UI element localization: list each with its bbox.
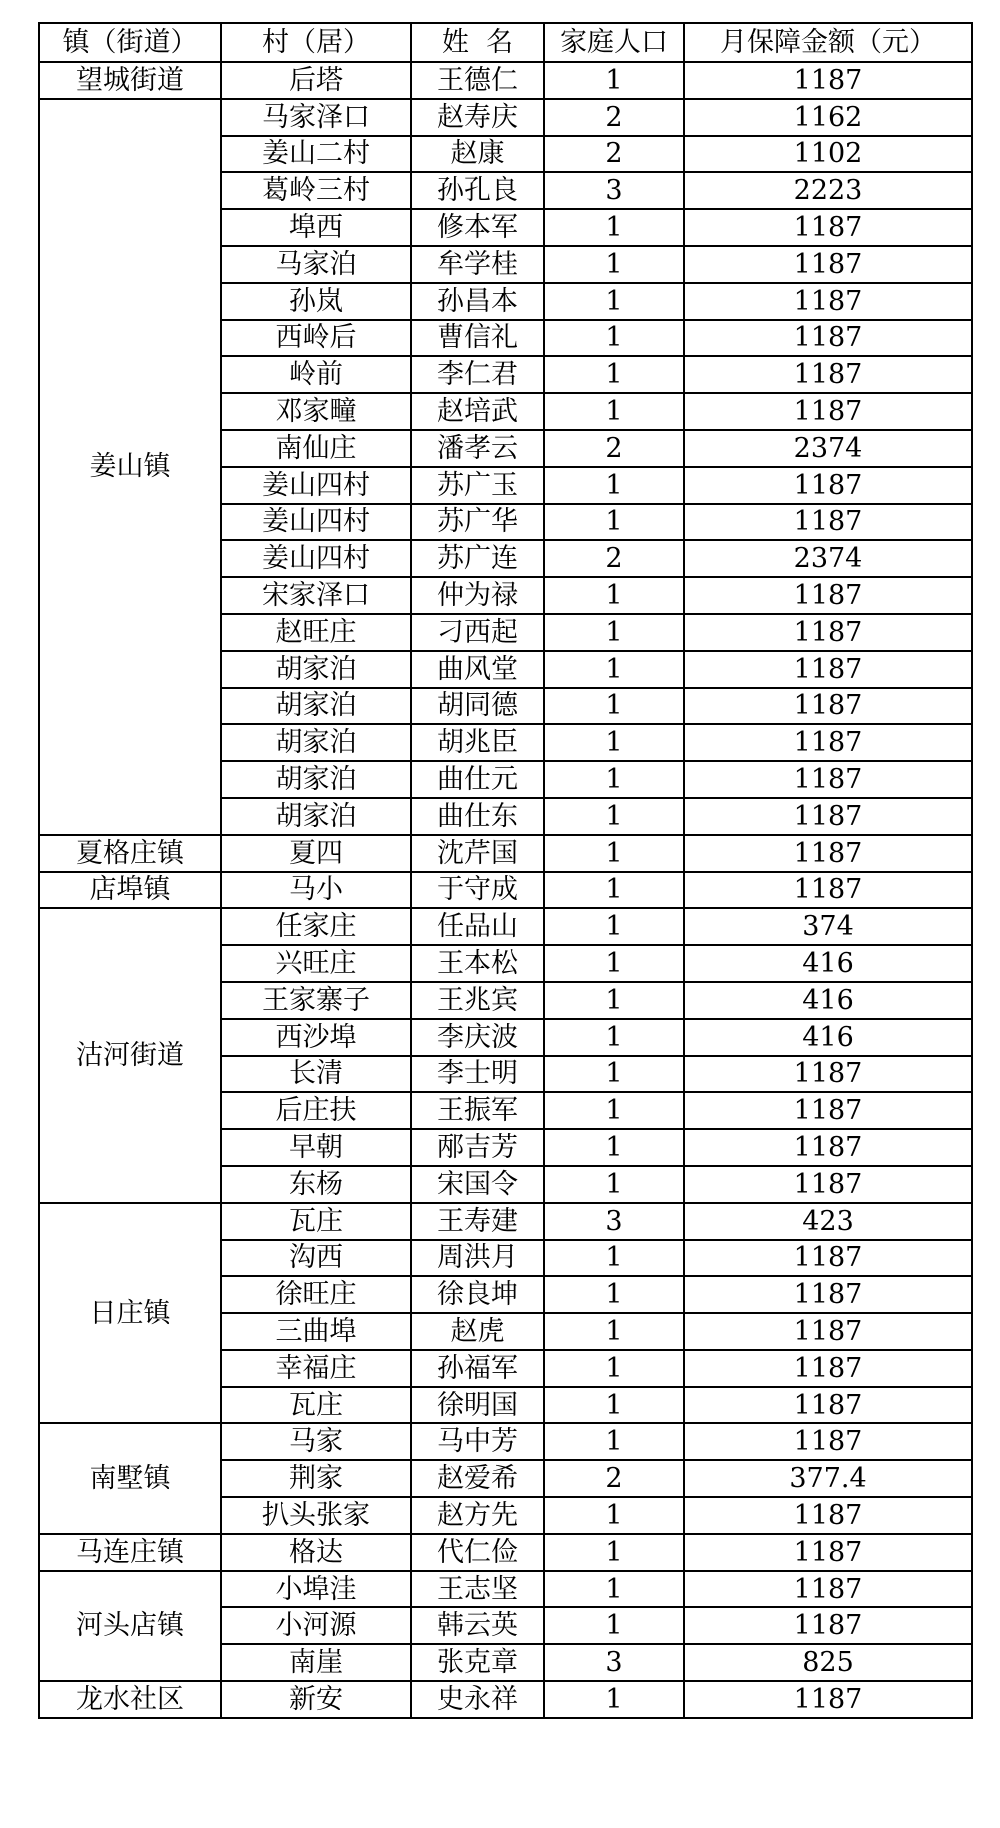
monthly-amount-cell: 416 [684,945,972,982]
name-cell: 赵爱希 [411,1460,544,1497]
monthly-amount-cell: 377.4 [684,1460,972,1497]
household-size-cell: 2 [544,1460,684,1497]
village-cell: 沟西 [221,1240,411,1277]
household-size-cell: 1 [544,504,684,541]
village-cell: 任家庄 [221,908,411,945]
name-cell: 曲风堂 [411,651,544,688]
monthly-amount-cell: 1187 [684,1681,972,1718]
town-cell: 沽河街道 [39,908,221,1202]
monthly-amount-cell: 1187 [684,1092,972,1129]
household-size-cell: 1 [544,283,684,320]
household-size-cell: 1 [544,908,684,945]
name-cell: 王寿建 [411,1203,544,1240]
monthly-amount-cell: 1187 [684,1350,972,1387]
monthly-amount-cell: 1162 [684,99,972,136]
town-cell: 望城街道 [39,62,221,99]
monthly-amount-cell: 1187 [684,320,972,357]
household-size-cell: 1 [544,1681,684,1718]
town-cell: 日庄镇 [39,1203,221,1424]
monthly-amount-cell: 1187 [684,283,972,320]
name-cell: 潘孝云 [411,430,544,467]
household-size-cell: 2 [544,540,684,577]
monthly-amount-cell: 1187 [684,246,972,283]
household-size-cell: 1 [544,724,684,761]
name-cell: 李士明 [411,1056,544,1093]
name-cell: 苏广连 [411,540,544,577]
monthly-amount-cell: 1187 [684,1571,972,1608]
household-size-cell: 1 [544,614,684,651]
household-size-cell: 1 [544,1497,684,1534]
table-row [39,835,972,872]
household-size-cell: 1 [544,246,684,283]
table-row [39,1571,972,1608]
monthly-amount-cell: 1187 [684,1607,972,1644]
monthly-amount-cell: 2223 [684,172,972,209]
name-cell: 邴吉芳 [411,1129,544,1166]
village-cell: 西岭后 [221,320,411,357]
name-cell: 沈芹国 [411,835,544,872]
name-cell: 李庆波 [411,1019,544,1056]
village-cell: 马家 [221,1423,411,1460]
village-cell: 胡家泊 [221,798,411,835]
town-cell: 南墅镇 [39,1423,221,1533]
table-row [39,99,972,136]
name-cell: 李仁君 [411,356,544,393]
village-cell: 小埠洼 [221,1571,411,1608]
village-cell: 孙岚 [221,283,411,320]
name-cell: 曲仕东 [411,798,544,835]
monthly-amount-cell: 1187 [684,724,972,761]
monthly-amount-cell: 1187 [684,1387,972,1424]
household-size-cell: 2 [544,136,684,173]
household-size-cell: 1 [544,1607,684,1644]
name-cell: 王志坚 [411,1571,544,1608]
monthly-amount-cell: 416 [684,982,972,1019]
village-cell: 徐旺庄 [221,1276,411,1313]
village-cell: 格达 [221,1534,411,1571]
household-size-cell: 1 [544,1534,684,1571]
household-size-cell: 1 [544,1166,684,1203]
name-cell: 代仁俭 [411,1534,544,1571]
header-village: 村（居） [221,23,411,62]
header-name: 姓 名 [411,23,544,62]
name-cell: 孙昌本 [411,283,544,320]
monthly-amount-cell: 1187 [684,1313,972,1350]
monthly-amount-cell: 1187 [684,1276,972,1313]
name-cell: 王本松 [411,945,544,982]
name-cell: 牟学桂 [411,246,544,283]
household-size-cell: 1 [544,1313,684,1350]
monthly-amount-cell: 1187 [684,467,972,504]
monthly-amount-cell: 1187 [684,393,972,430]
header-monthly-amount: 月保障金额（元） [684,23,972,62]
name-cell: 胡同德 [411,688,544,725]
household-size-cell: 1 [544,1571,684,1608]
village-cell: 长清 [221,1056,411,1093]
village-cell: 后庄扶 [221,1092,411,1129]
village-cell: 胡家泊 [221,761,411,798]
village-cell: 幸福庄 [221,1350,411,1387]
household-size-cell: 2 [544,99,684,136]
name-cell: 周洪月 [411,1240,544,1277]
household-size-cell: 1 [544,1240,684,1277]
name-cell: 曲仕元 [411,761,544,798]
monthly-amount-cell: 1187 [684,1534,972,1571]
table-row [39,908,972,945]
village-cell: 马家泽口 [221,99,411,136]
name-cell: 刁西起 [411,614,544,651]
household-size-cell: 1 [544,1056,684,1093]
household-size-cell: 1 [544,982,684,1019]
monthly-amount-cell: 825 [684,1644,972,1681]
village-cell: 早朝 [221,1129,411,1166]
village-cell: 荆家 [221,1460,411,1497]
name-cell: 徐良坤 [411,1276,544,1313]
monthly-amount-cell: 1187 [684,761,972,798]
village-cell: 岭前 [221,356,411,393]
household-size-cell: 1 [544,62,684,99]
town-cell: 马连庄镇 [39,1534,221,1571]
village-cell: 南仙庄 [221,430,411,467]
village-cell: 王家寨子 [221,982,411,1019]
village-cell: 姜山四村 [221,540,411,577]
monthly-amount-cell: 1187 [684,651,972,688]
table-body [39,62,972,1718]
household-size-cell: 1 [544,1129,684,1166]
monthly-amount-cell: 416 [684,1019,972,1056]
household-size-cell: 1 [544,1423,684,1460]
household-size-cell: 1 [544,1019,684,1056]
name-cell: 王振军 [411,1092,544,1129]
name-cell: 史永祥 [411,1681,544,1718]
town-cell: 河头店镇 [39,1571,221,1681]
monthly-amount-cell: 1187 [684,577,972,614]
town-cell: 夏格庄镇 [39,835,221,872]
village-cell: 姜山四村 [221,467,411,504]
table-row [39,62,972,99]
monthly-amount-cell: 2374 [684,540,972,577]
household-size-cell: 1 [544,1092,684,1129]
table-row [39,1534,972,1571]
monthly-amount-cell: 1187 [684,835,972,872]
monthly-amount-cell: 1187 [684,504,972,541]
town-cell: 姜山镇 [39,99,221,835]
monthly-amount-cell: 1187 [684,872,972,909]
header-household-size: 家庭人口 [544,23,684,62]
monthly-amount-cell: 1187 [684,1423,972,1460]
village-cell: 小河源 [221,1607,411,1644]
name-cell: 曹信礼 [411,320,544,357]
village-cell: 胡家泊 [221,724,411,761]
town-cell: 店埠镇 [39,872,221,909]
name-cell: 赵虎 [411,1313,544,1350]
name-cell: 孙福军 [411,1350,544,1387]
village-cell: 南崖 [221,1644,411,1681]
village-cell: 扒头张家 [221,1497,411,1534]
household-size-cell: 1 [544,872,684,909]
village-cell: 后塔 [221,62,411,99]
village-cell: 姜山二村 [221,136,411,173]
household-size-cell: 3 [544,1644,684,1681]
table-row [39,1203,972,1240]
household-size-cell: 1 [544,577,684,614]
village-cell: 西沙埠 [221,1019,411,1056]
household-size-cell: 2 [544,430,684,467]
household-size-cell: 1 [544,320,684,357]
village-cell: 马家泊 [221,246,411,283]
household-size-cell: 1 [544,467,684,504]
monthly-amount-cell: 1187 [684,1056,972,1093]
village-cell: 葛岭三村 [221,172,411,209]
household-size-cell: 1 [544,393,684,430]
name-cell: 苏广华 [411,504,544,541]
table-row [39,1681,972,1718]
village-cell: 马小 [221,872,411,909]
monthly-amount-cell: 1187 [684,1497,972,1534]
table-header [39,23,972,62]
village-cell: 瓦庄 [221,1387,411,1424]
household-size-cell: 1 [544,209,684,246]
household-size-cell: 1 [544,945,684,982]
name-cell: 赵培武 [411,393,544,430]
monthly-amount-cell: 374 [684,908,972,945]
village-cell: 赵旺庄 [221,614,411,651]
name-cell: 胡兆臣 [411,724,544,761]
household-size-cell: 1 [544,356,684,393]
village-cell: 胡家泊 [221,688,411,725]
monthly-amount-cell: 1187 [684,1129,972,1166]
name-cell: 王德仁 [411,62,544,99]
name-cell: 苏广玉 [411,467,544,504]
village-cell: 邓家疃 [221,393,411,430]
monthly-amount-cell: 1187 [684,614,972,651]
household-size-cell: 1 [544,835,684,872]
household-size-cell: 1 [544,1276,684,1313]
village-cell: 夏四 [221,835,411,872]
name-cell: 孙孔良 [411,172,544,209]
name-cell: 任品山 [411,908,544,945]
household-size-cell: 1 [544,761,684,798]
monthly-amount-cell: 1187 [684,798,972,835]
town-cell: 龙水社区 [39,1681,221,1718]
header-town: 镇（街道） [39,23,221,62]
household-size-cell: 1 [544,1387,684,1424]
household-size-cell: 3 [544,1203,684,1240]
village-cell: 胡家泊 [221,651,411,688]
table-row [39,1423,972,1460]
name-cell: 赵方先 [411,1497,544,1534]
monthly-amount-cell: 1102 [684,136,972,173]
monthly-amount-cell: 1187 [684,209,972,246]
name-cell: 韩云英 [411,1607,544,1644]
village-cell: 兴旺庄 [221,945,411,982]
monthly-amount-cell: 2374 [684,430,972,467]
name-cell: 于守成 [411,872,544,909]
household-size-cell: 1 [544,651,684,688]
name-cell: 宋国令 [411,1166,544,1203]
name-cell: 仲为禄 [411,577,544,614]
name-cell: 赵康 [411,136,544,173]
subsidy-table [38,22,973,1719]
village-cell: 新安 [221,1681,411,1718]
monthly-amount-cell: 1187 [684,62,972,99]
household-size-cell: 1 [544,688,684,725]
village-cell: 埠西 [221,209,411,246]
header-row [39,23,972,62]
name-cell: 赵寿庆 [411,99,544,136]
village-cell: 三曲埠 [221,1313,411,1350]
household-size-cell: 1 [544,1350,684,1387]
monthly-amount-cell: 1187 [684,1240,972,1277]
household-size-cell: 1 [544,798,684,835]
monthly-amount-cell: 1187 [684,688,972,725]
household-size-cell: 3 [544,172,684,209]
name-cell: 修本军 [411,209,544,246]
village-cell: 宋家泽口 [221,577,411,614]
village-cell: 姜山四村 [221,504,411,541]
name-cell: 马中芳 [411,1423,544,1460]
name-cell: 张克章 [411,1644,544,1681]
village-cell: 瓦庄 [221,1203,411,1240]
name-cell: 徐明国 [411,1387,544,1424]
village-cell: 东杨 [221,1166,411,1203]
name-cell: 王兆宾 [411,982,544,1019]
monthly-amount-cell: 423 [684,1203,972,1240]
monthly-amount-cell: 1187 [684,1166,972,1203]
monthly-amount-cell: 1187 [684,356,972,393]
table-row [39,872,972,909]
